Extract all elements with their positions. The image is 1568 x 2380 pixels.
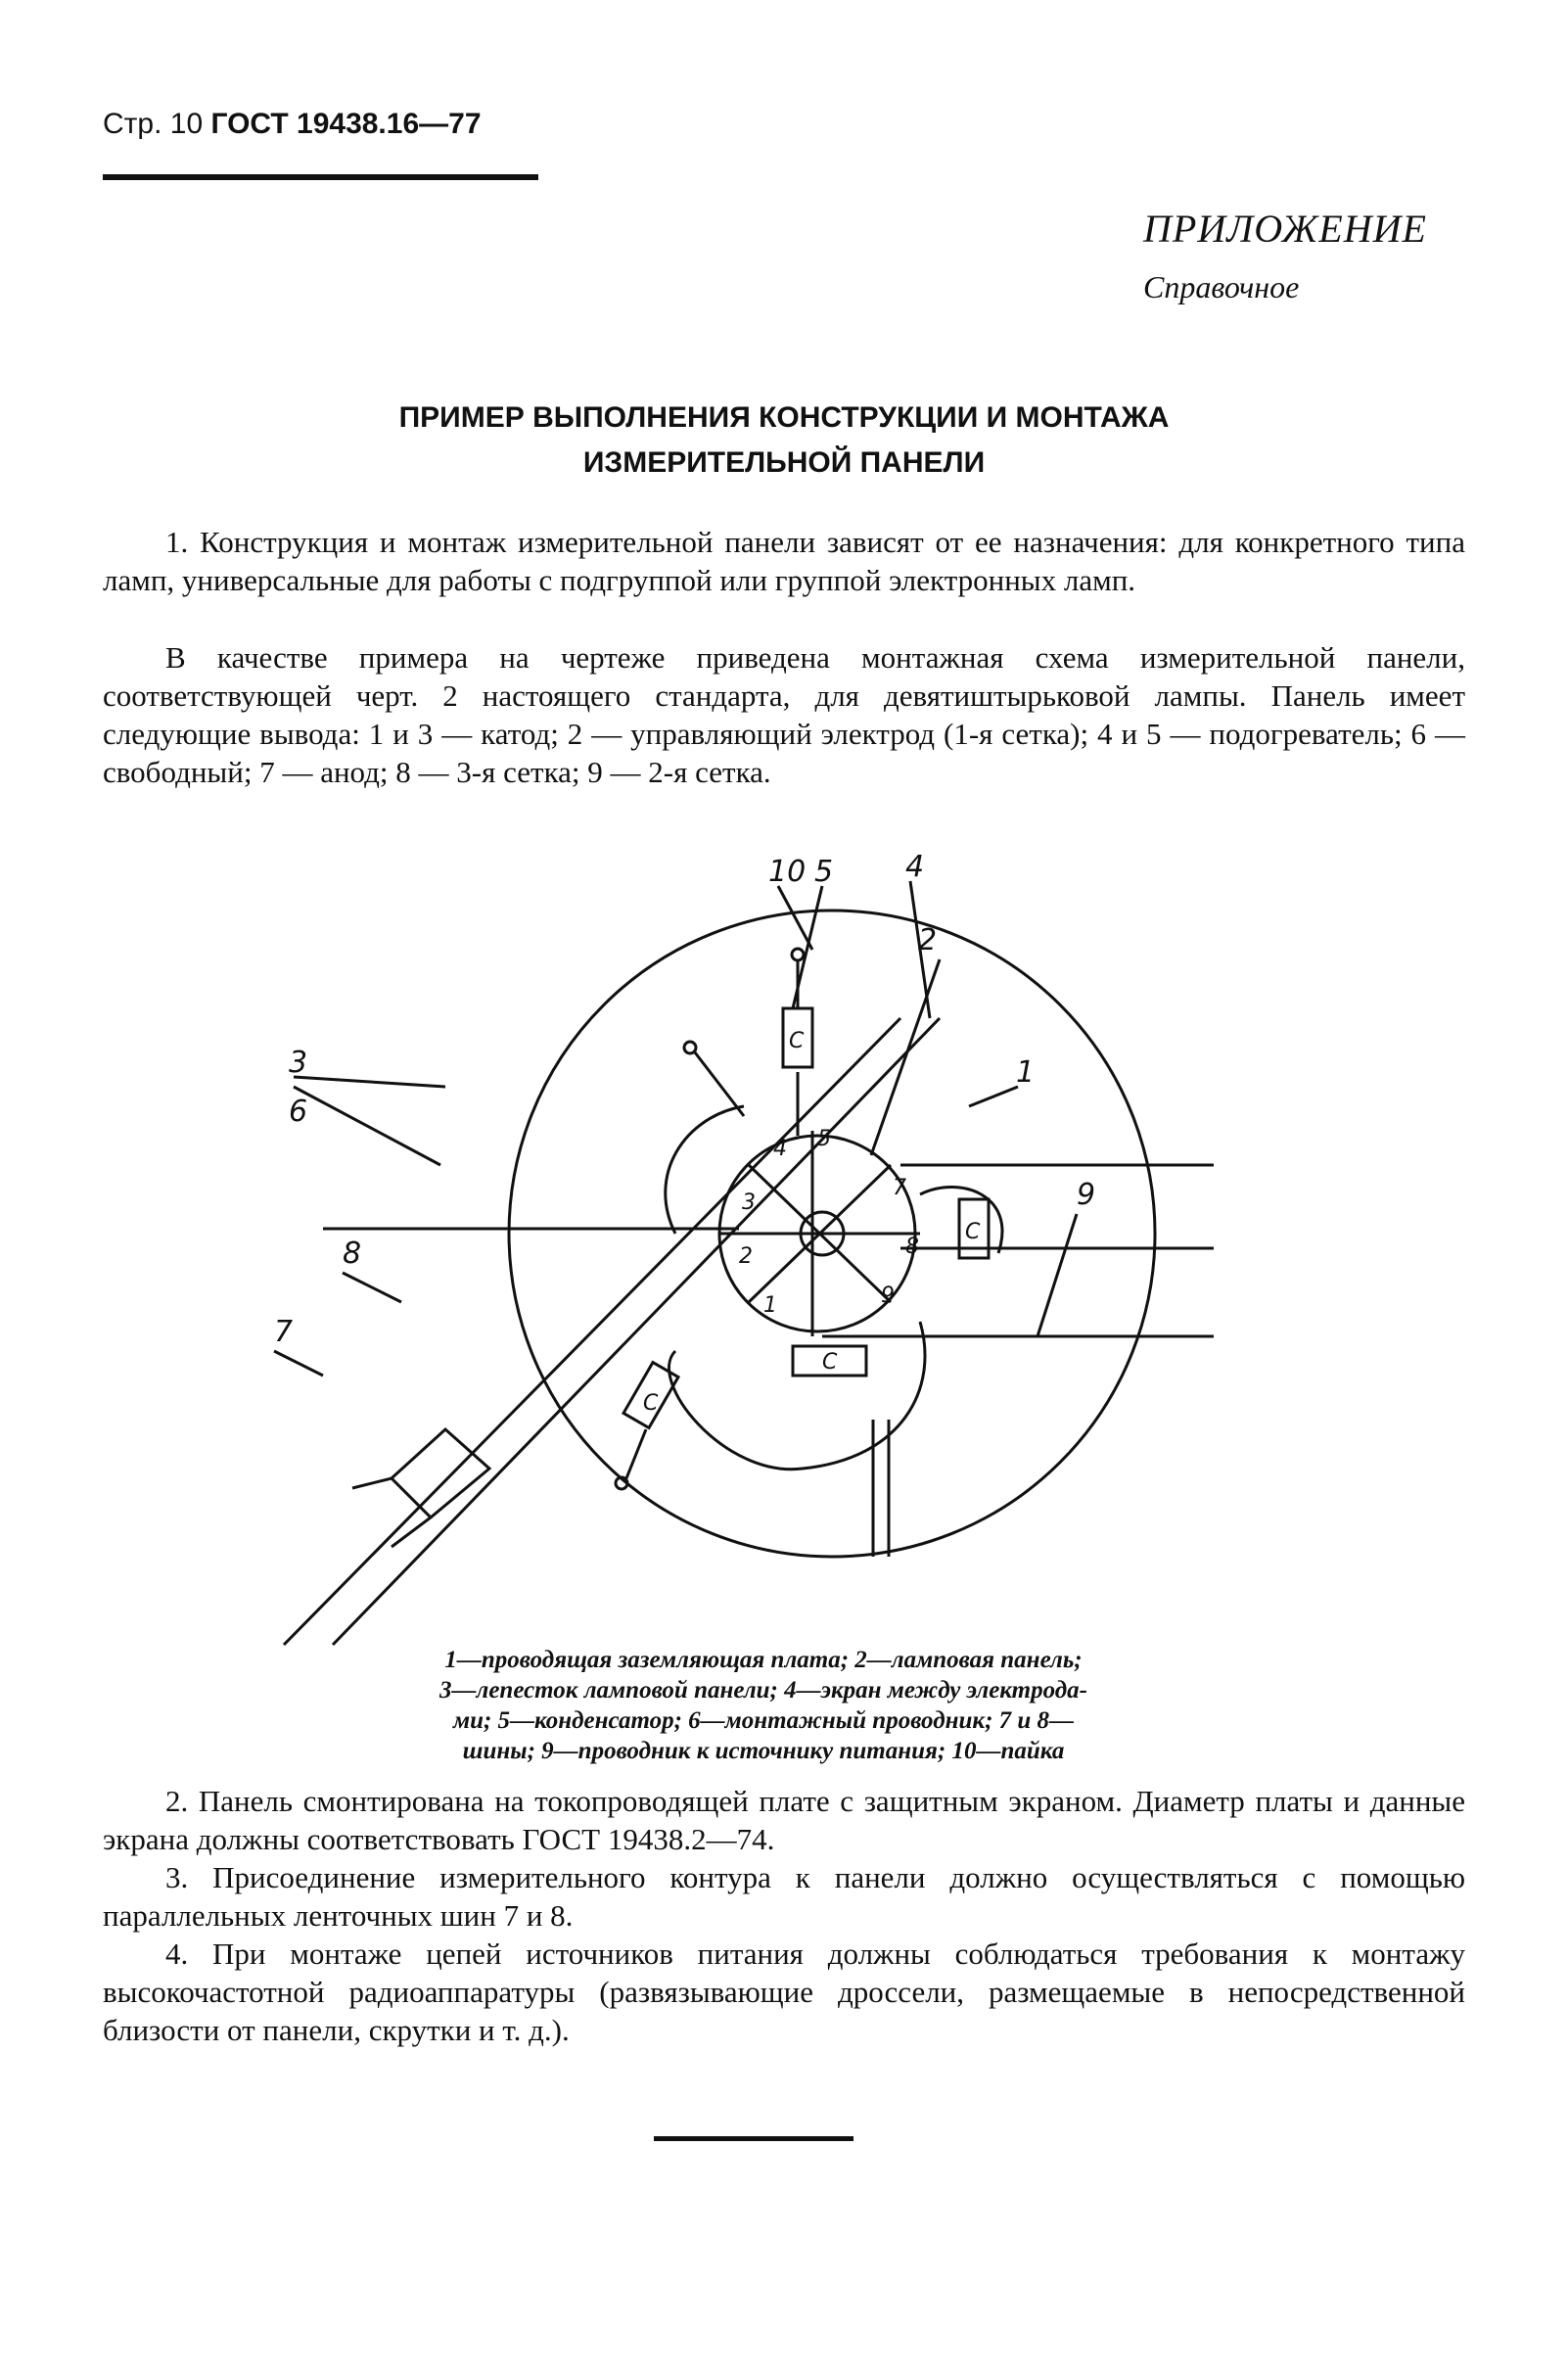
paragraph-3: 2. Панель смонтирована на токопроводящей плате с защитным экраном. Диаметр платы и данные экрана должны соответствовать ГОСТ 19438.2—74.	[103, 1784, 1465, 1856]
pin-label-7: 7	[893, 1176, 906, 1200]
pin-label-5: 5	[817, 1127, 831, 1151]
pin-label-2: 2	[739, 1244, 753, 1269]
end-rule	[654, 2136, 853, 2141]
capacitor-label-top: C	[789, 1029, 805, 1053]
capacitor-label-right: C	[965, 1220, 981, 1244]
bus-end-8	[392, 1429, 489, 1517]
callout-4: 4	[905, 850, 925, 884]
header-rule	[103, 174, 538, 180]
document-title-line2: ИЗМЕРИТЕЛЬНОЙ ПАНЕЛИ	[582, 446, 986, 479]
callout-6: 6	[289, 1095, 308, 1129]
mounting-diagram	[274, 842, 1233, 1586]
capacitor-label-left: C	[643, 1391, 659, 1416]
page-number: Стр. 10	[103, 108, 204, 140]
pin-label-4: 4	[773, 1137, 787, 1161]
caption-line-2: 3—лепесток ламповой панели; 4—экран между электрода-	[438, 1677, 1087, 1703]
paragraph-5: 4. При монтаже цепей источников питания должны соблюдаться требования к монтажу высокочастотной радиоаппаратуры (развязывающие дроссели, размещаемые в непосредственной близости от панели, скрутки и т. д.).	[103, 1937, 1465, 2047]
callout-1: 1	[1016, 1055, 1036, 1090]
pin-label-8: 8	[905, 1235, 919, 1259]
page-header	[103, 108, 482, 141]
caption-line-1: 1—проводящая заземляющая плата; 2—ламповая панель;	[444, 1647, 1083, 1673]
standard-number: ГОСТ 19438.16—77	[210, 108, 482, 140]
callout-10: 10	[768, 855, 807, 889]
paragraph-2: В качестве примера на чертеже приведена монтажная схема измерительной панели, соответствующей черт. 2 настоящего стандарта, для девятиштырьковой лампы. Панель имеет следующие вывода: 1 и 3 — катод; 2 — управляющий электрод (1-я сетка); 4 и 5 — подогреватель; 6 — свободный; 7 — анод; 8 — 3-я сетка; 9 — 2-я сетка.	[103, 640, 1465, 789]
callout-5: 5	[814, 855, 834, 889]
pin-label-9: 9	[881, 1283, 895, 1308]
callout-3: 3	[289, 1046, 308, 1080]
callout-9: 9	[1077, 1178, 1096, 1212]
figure-caption	[323, 1645, 1204, 1766]
appendix-heading	[1143, 206, 1437, 305]
appendix-title: ПРИЛОЖЕНИЕ	[1143, 207, 1427, 251]
document-title-line1: ПРИМЕР ВЫПОЛНЕНИЯ КОНСТРУКЦИИ И МОНТАЖА	[398, 401, 1170, 434]
pin-label-3: 3	[742, 1190, 756, 1215]
capacitor-label-bottom: C	[822, 1350, 838, 1375]
callout-8: 8	[343, 1237, 362, 1271]
document-title	[294, 396, 1274, 486]
callout-7: 7	[274, 1315, 294, 1349]
caption-line-4: шины; 9—проводник к источнику питания; 10—пайка	[462, 1738, 1065, 1764]
paragraph-1: 1. Конструкция и монтаж измерительной панели зависят от ее назначения: для конкретного типа ламп, универсальные для работы с подгруппой или группой электронных ламп.	[103, 525, 1465, 597]
callout-2: 2	[918, 923, 938, 957]
appendix-subtitle: Справочное	[1143, 269, 1300, 304]
pin-label-1: 1	[763, 1293, 777, 1318]
caption-line-3: ми; 5—конденсатор; 6—монтажный проводник; 7 и 8—	[452, 1707, 1075, 1734]
bus-8	[333, 1018, 940, 1645]
paragraph-4: 3. Присоединение измерительного контура к панели должно осуществляться с помощью параллельных ленточных шин 7 и 8.	[103, 1860, 1465, 1933]
